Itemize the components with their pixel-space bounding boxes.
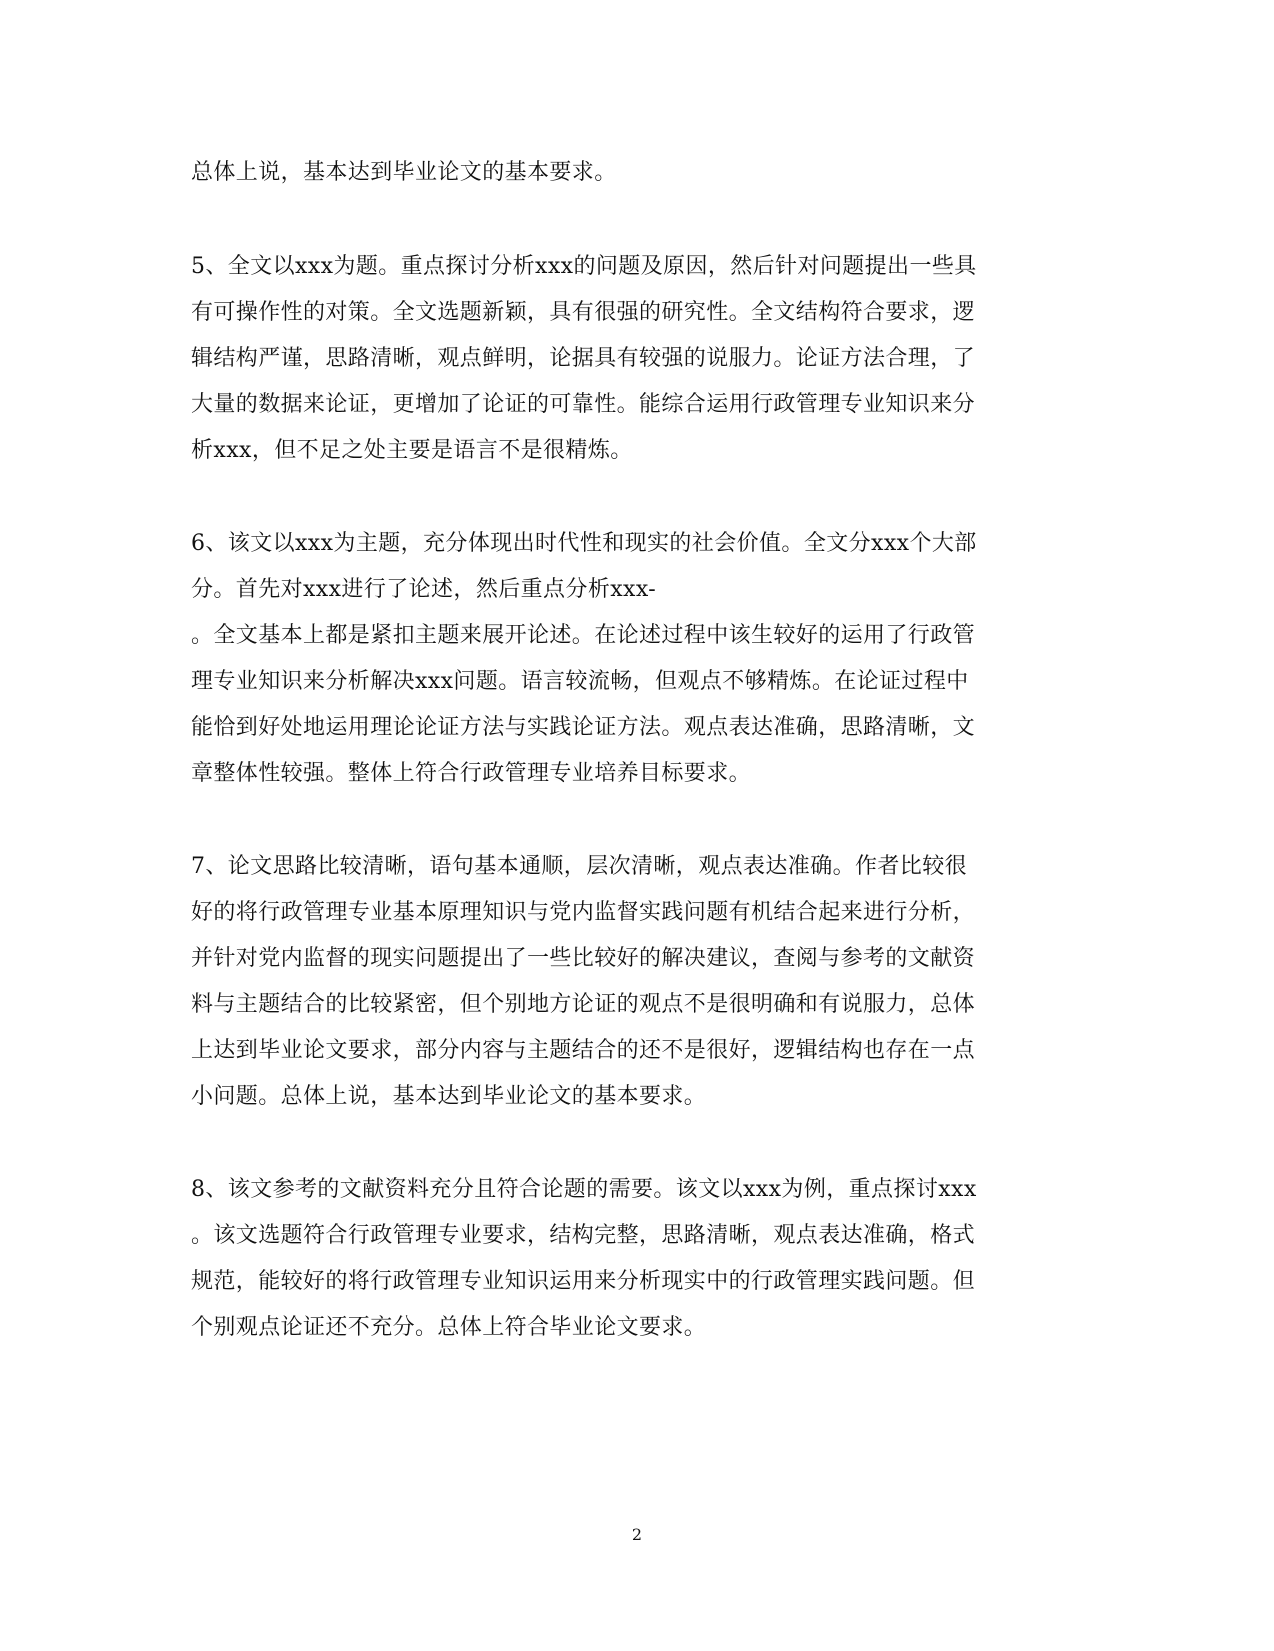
paragraph-line: 好的将行政管理专业基本原理知识与党内监督实践问题有机结合起来进行分析， bbox=[191, 900, 976, 925]
paragraph-line: 析xxx，但不足之处主要是语言不是很精炼。 bbox=[191, 438, 633, 463]
paragraph-line: 小问题。总体上说，基本达到毕业论文的基本要求。 bbox=[191, 1084, 707, 1109]
paragraph-line: 并针对党内监督的现实问题提出了一些比较好的解决建议，查阅与参考的文献资 bbox=[191, 946, 976, 971]
paragraph-line: 8、该文参考的文献资料充分且符合论题的需要。该文以xxx为例，重点探讨xxx bbox=[191, 1177, 977, 1202]
paragraph-line: 大量的数据来论证，更增加了论证的可靠性。能综合运用行政管理专业知识来分 bbox=[191, 392, 976, 417]
paragraph-line: 5、全文以xxx为题。重点探讨分析xxx的问题及原因，然后针对问题提出一些具 bbox=[191, 254, 977, 279]
paragraph-line: 辑结构严谨，思路清晰，观点鲜明，论据具有较强的说服力。论证方法合理，了 bbox=[191, 346, 976, 371]
paragraph-line: 料与主题结合的比较紧密，但个别地方论证的观点不是很明确和有说服力，总体 bbox=[191, 992, 976, 1017]
paragraph-line: 。该文选题符合行政管理专业要求，结构完整，思路清晰，观点表达准确，格式 bbox=[191, 1223, 976, 1248]
paragraph-line: 能恰到好处地运用理论论证方法与实践论证方法。观点表达准确，思路清晰，文 bbox=[191, 715, 976, 740]
paragraph-line: 总体上说，基本达到毕业论文的基本要求。 bbox=[191, 160, 617, 185]
paragraph-line: 7、论文思路比较清晰，语句基本通顺，层次清晰，观点表达准确。作者比较很 bbox=[191, 854, 967, 879]
paragraph-line: 有可操作性的对策。全文选题新颖，具有很强的研究性。全文结构符合要求，逻 bbox=[191, 300, 976, 325]
paragraph-line: 规范，能较好的将行政管理专业知识运用来分析现实中的行政管理实践问题。但 bbox=[191, 1269, 976, 1294]
paragraph-line: 分。首先对xxx进行了论述，然后重点分析xxx- bbox=[191, 577, 657, 602]
paragraph-line: 。全文基本上都是紧扣主题来展开论述。在论述过程中该生较好的运用了行政管 bbox=[191, 623, 976, 648]
paragraph-line: 上达到毕业论文要求，部分内容与主题结合的还不是很好，逻辑结构也存在一点 bbox=[191, 1038, 976, 1063]
paragraph-line: 理专业知识来分析解决xxx问题。语言较流畅，但观点不够精炼。在论证过程中 bbox=[191, 669, 969, 694]
paragraph-line: 个别观点论证还不充分。总体上符合毕业论文要求。 bbox=[191, 1315, 707, 1340]
paragraph-line: 6、该文以xxx为主题，充分体现出时代性和现实的社会价值。全文分xxx个大部 bbox=[191, 531, 977, 556]
page-number: 2 bbox=[631, 1525, 643, 1544]
paragraph-line: 章整体性较强。整体上符合行政管理专业培养目标要求。 bbox=[191, 761, 752, 786]
